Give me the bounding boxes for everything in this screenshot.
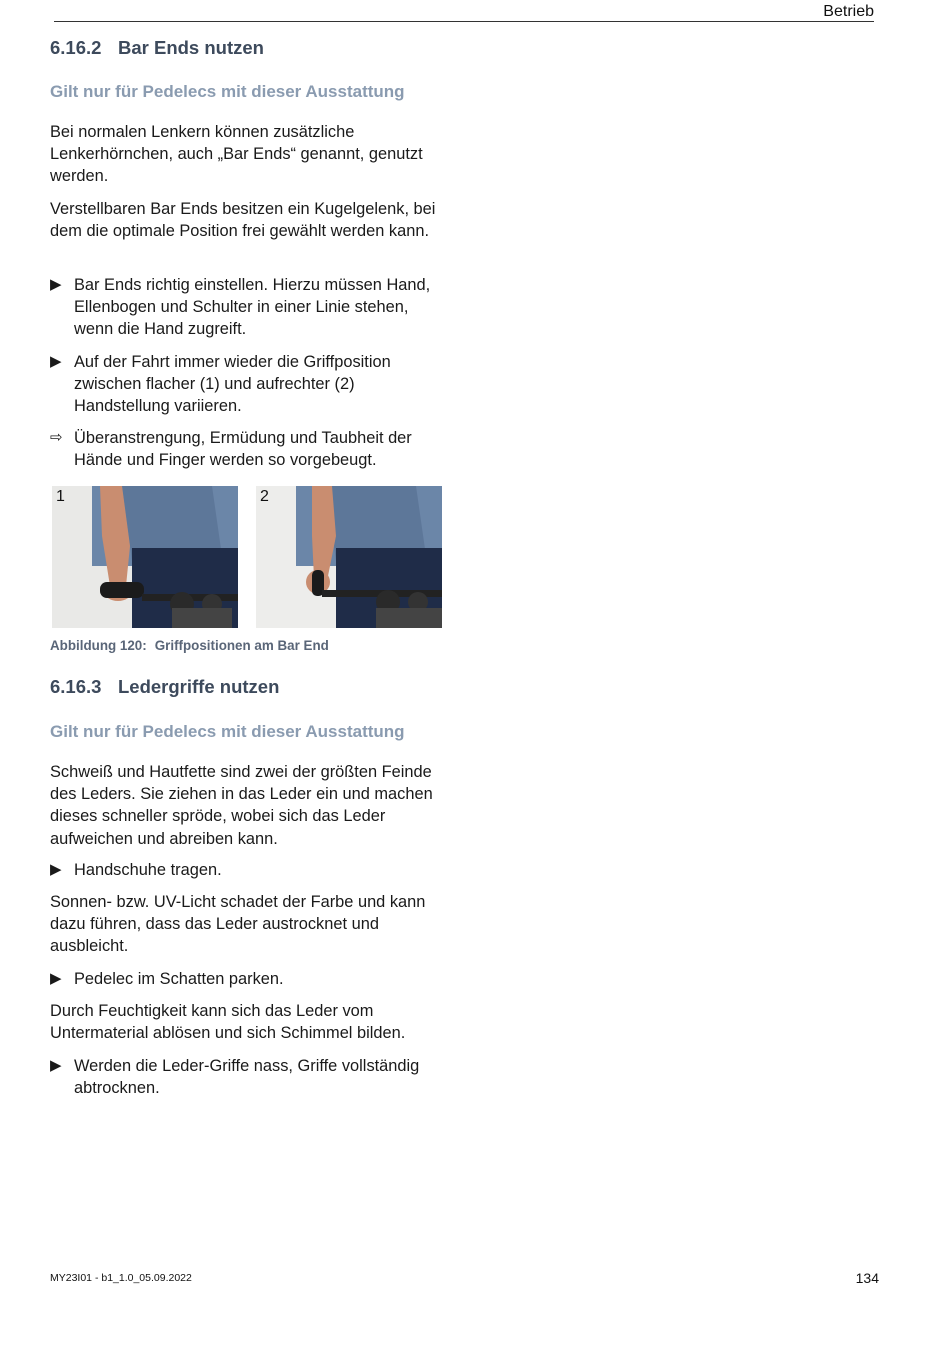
- figure-grip-positions: [52, 486, 442, 628]
- paragraph: Bei normalen Lenkern können zusätzliche Lenkerhörnchen, auch „Bar Ends“ genannt, genutzt werden.: [50, 123, 423, 186]
- section-title: Bar Ends nutzen: [118, 37, 264, 58]
- section-heading-leather-grips: [50, 676, 279, 698]
- panel-label: 1: [56, 488, 65, 505]
- footer-document-id: MY23I01 - b1_1.0_05.09.2022: [50, 1272, 192, 1284]
- section-title: Ledergriffe nutzen: [118, 676, 280, 697]
- paragraph: Sonnen- bzw. UV-Licht schadet der Farbe und kann dazu führen, dass das Leder austrocknet und ausbleicht.: [50, 893, 426, 956]
- step-text: Auf der Fahrt immer wieder die Griffposition zwischen flacher (1) und aufrechter (2) Handstellung variieren.: [74, 353, 391, 416]
- section-heading-bar-ends: [50, 37, 264, 59]
- result-step: [50, 427, 445, 471]
- section-number: 6.16.3: [50, 676, 102, 697]
- instruction-step: [50, 351, 445, 418]
- step-arrow-icon: ▶: [50, 276, 62, 293]
- applicability-note: Gilt nur für Pedelecs mit dieser Ausstattung: [50, 82, 405, 101]
- paragraph: Durch Feuchtigkeit kann sich das Leder vom Untermaterial ablösen und sich Schimmel bilden.: [50, 1002, 406, 1043]
- figure-caption: [50, 638, 329, 653]
- paragraph: Verstellbaren Bar Ends besitzen ein Kugelgelenk, bei dem die optimale Position frei gewählt werden kann.: [50, 200, 436, 241]
- caption-number: Abbildung 120:: [50, 638, 147, 653]
- instruction-step: [50, 859, 445, 881]
- step-arrow-icon: ▶: [50, 970, 62, 987]
- panel-label: 2: [260, 488, 269, 505]
- photo-upright-grip: [256, 486, 442, 628]
- photo-flat-grip: [52, 486, 238, 628]
- upright-grip-illustration: [256, 486, 442, 628]
- header-rule: [54, 21, 874, 22]
- step-arrow-icon: ▶: [50, 861, 62, 878]
- step-text: Pedelec im Schatten parken.: [74, 970, 284, 988]
- step-text: Bar Ends richtig einstellen. Hierzu müssen Hand, Ellenbogen und Schulter in einer Linie stehen, wenn die Hand zugreift.: [74, 276, 431, 339]
- step-text: Werden die Leder-Griffe nass, Griffe vollständig abtrocknen.: [74, 1057, 420, 1098]
- step-text: Handschuhe tragen.: [74, 861, 222, 879]
- instruction-step: [50, 1055, 445, 1099]
- result-arrow-icon: ⇨: [50, 429, 63, 446]
- step-arrow-icon: ▶: [50, 1057, 62, 1074]
- section-number: 6.16.2: [50, 37, 102, 58]
- instruction-step: [50, 968, 445, 990]
- applicability-note: Gilt nur für Pedelecs mit dieser Ausstattung: [50, 722, 405, 741]
- page-number: 134: [855, 1270, 879, 1286]
- step-arrow-icon: ▶: [50, 353, 62, 370]
- caption-text: Griffpositionen am Bar End: [154, 638, 329, 653]
- result-text: Überanstrengung, Ermüdung und Taubheit der Hände und Finger werden so vorgebeugt.: [74, 429, 412, 470]
- instruction-step: [50, 274, 445, 341]
- paragraph: Schweiß und Hautfette sind zwei der größten Feinde des Leders. Sie ziehen in das Leder ein und machen dieses schneller spröde, wobei sich das Leder aufweichen und abreiben kann.: [50, 763, 433, 848]
- header-section-title: Betrieb: [823, 3, 874, 20]
- flat-grip-illustration: [52, 486, 238, 628]
